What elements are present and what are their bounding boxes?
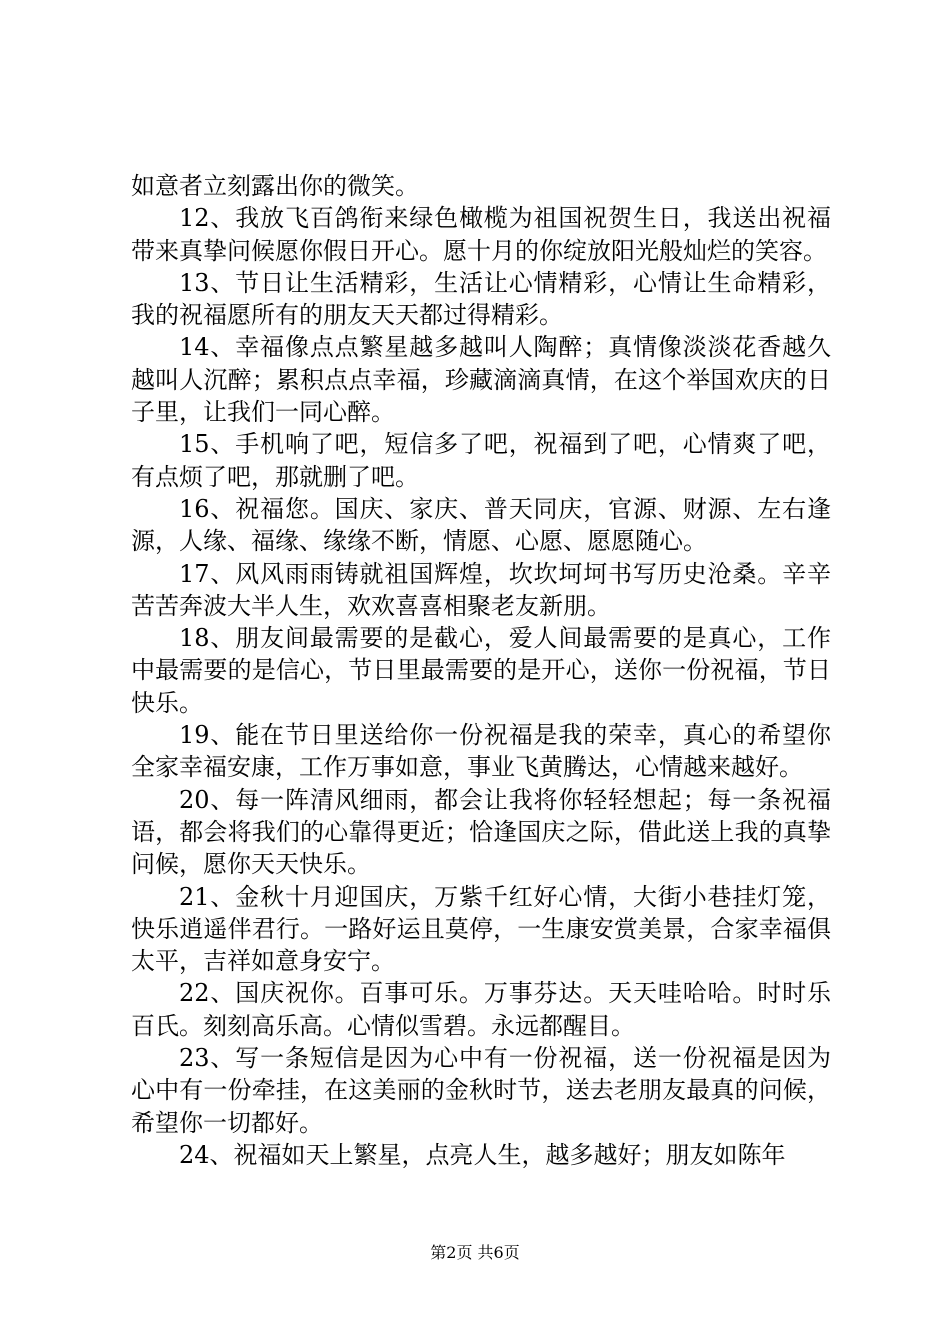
paragraph-21: 21、金秋十月迎国庆，万紫千红好心情，大街小巷挂灯笼，快乐逍遥伴君行。一路好运且莫停，一生康安赏美景，合家幸福俱太平，吉祥如意身安宁。 bbox=[131, 882, 831, 976]
document-body bbox=[131, 170, 831, 1171]
page-number-footer: 第2页 共6页 bbox=[430, 1243, 520, 1262]
paragraph-18: 18、朋友间最需要的是截心，爱人间最需要的是真心，工作中最需要的是信心，节日里最需要的是开心，送你一份祝福，节日快乐。 bbox=[131, 624, 831, 717]
paragraph-16: 16、祝福您。国庆、家庆、普天同庆，官源、财源、左右逢源，人缘、福缘、缘缘不断，情愿、心愿、愿愿随心。 bbox=[131, 494, 831, 556]
paragraph-22: 22、国庆祝你。百事可乐。万事芬达。天天哇哈哈。时时乐百氏。刻刻高乐高。心情似雪碧。永远都醒目。 bbox=[131, 979, 831, 1040]
paragraph-15: 15、手机响了吧，短信多了吧，祝福到了吧，心情爽了吧，有点烦了吧，那就删了吧。 bbox=[131, 430, 831, 491]
paragraph-14: 14、幸福像点点繁星越多越叫人陶醉；真情像淡淡花香越久越叫人沉醉；累积点点幸福，珍藏滴滴真情，在这个举国欢庆的日子里，让我们一同心醉。 bbox=[131, 333, 831, 427]
paragraph-24: 24、祝福如天上繁星，点亮人生，越多越好；朋友如陈年 bbox=[179, 1140, 786, 1169]
paragraph-13: 13、节日让生活精彩，生活让心情精彩，心情让生命精彩，我的祝福愿所有的朋友天天都过得精彩。 bbox=[131, 268, 831, 330]
paragraph-17: 17、风风雨雨铸就祖国辉煌，坎坎坷坷书写历史沧桑。辛辛苦苦奔波大半人生，欢欢喜喜相聚老友新朋。 bbox=[131, 559, 831, 620]
paragraph-12: 12、我放飞百鸽衔来绿色橄榄为祖国祝贺生日，我送出祝福带来真挚问候愿你假日开心。愿十月的你绽放阳光般灿烂的笑容。 bbox=[131, 204, 831, 265]
paragraph-20: 20、每一阵清风细雨，都会让我将你轻轻想起；每一条祝福语，都会将我们的心靠得更近；恰逢国庆之际，借此送上我的真挚问候，愿你天天快乐。 bbox=[131, 785, 831, 879]
paragraph-1: 如意者立刻露出你的微笑。 bbox=[131, 172, 419, 200]
paragraph-19: 19、能在节日里送给你一份祝福是我的荣幸，真心的希望你全家幸福安康，工作万事如意，事业飞黄腾达，心情越来越好。 bbox=[131, 721, 831, 782]
paragraph-23: 23、写一条短信是因为心中有一份祝福，送一份祝福是因为心中有一份牵挂，在这美丽的金秋时节，送去老朋友最真的问候，希望你一切都好。 bbox=[131, 1044, 831, 1137]
